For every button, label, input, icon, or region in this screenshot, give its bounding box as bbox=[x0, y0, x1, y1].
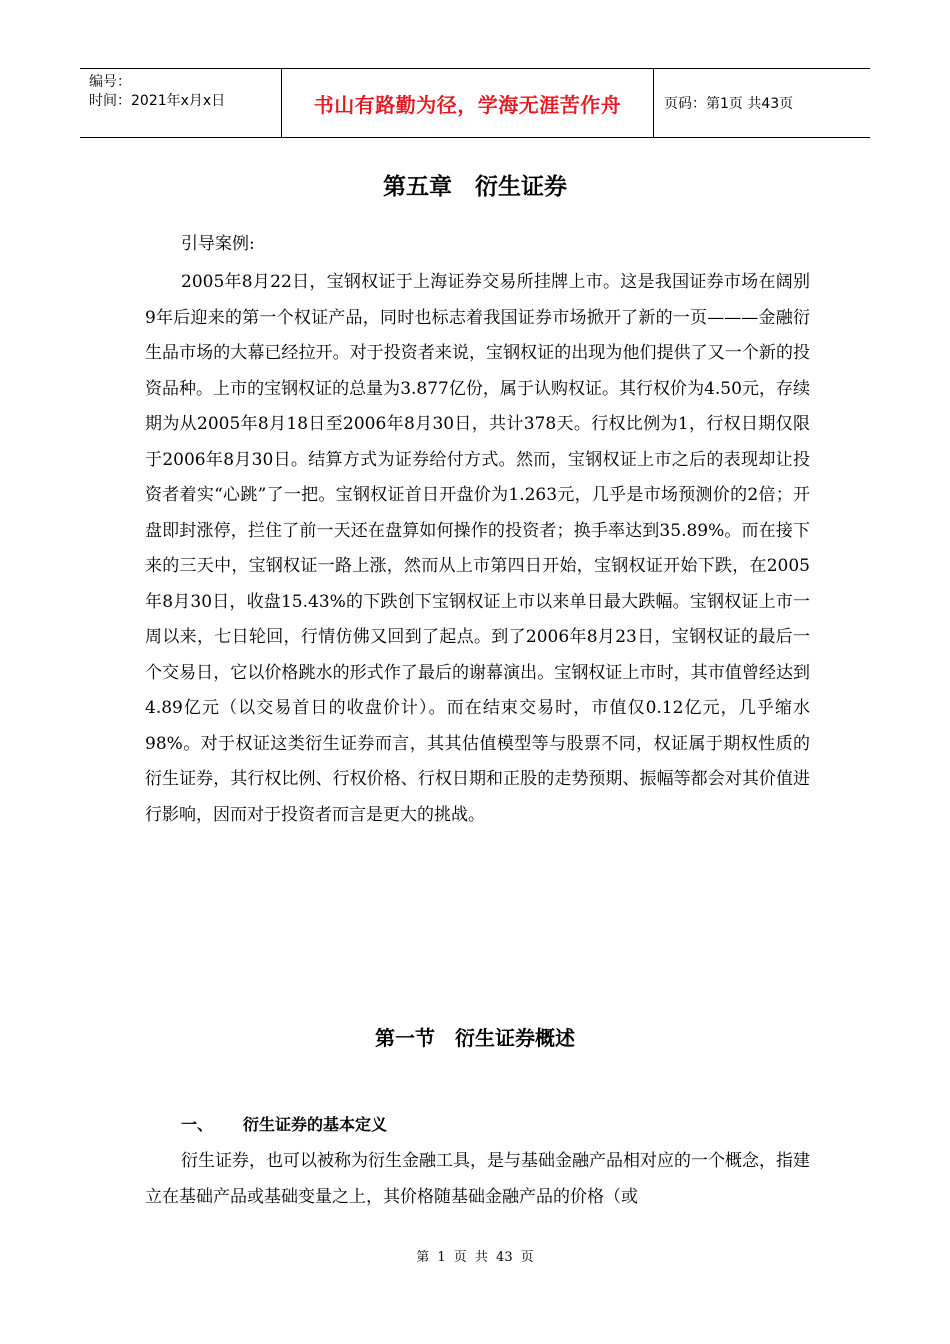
document-time-label: 时间：2021年x月x日 bbox=[89, 93, 226, 109]
document-number-label: 编号： bbox=[89, 74, 131, 90]
header-meta-cell bbox=[80, 69, 282, 137]
subsection-title: 衍生证券的基本定义 bbox=[243, 1115, 388, 1134]
intro-case-label: 引导案例: bbox=[181, 234, 255, 254]
subsection-number: 一、 bbox=[181, 1115, 214, 1134]
page-header-table bbox=[80, 68, 870, 138]
section-title: 第一节 衍生证券概述 bbox=[375, 1026, 575, 1050]
chapter-title: 第五章 衍生证券 bbox=[383, 174, 567, 200]
subsection-heading bbox=[181, 1112, 387, 1135]
definition-paragraph: 衍生证券，也可以被称为衍生金融工具，是与基础金融产品相对应的一个概念，指建立在基础产品或基础变量之上，其价格随基础金融产品的价格（或 bbox=[145, 1151, 810, 1207]
header-motto: 书山有路勤为径，学海无涯苦作舟 bbox=[282, 69, 654, 137]
page-footer: 第 1 页 共 43 页 bbox=[416, 1250, 534, 1265]
header-page-code: 页码：第1页 共43页 bbox=[664, 96, 794, 112]
case-paragraph: 2005年8月22日，宝钢权证于上海证券交易所挂牌上市。这是我国证券市场在阔别9年后迎来的第一个权证产品，同时也标志着我国证券市场掀开了新的一页———金融衍生品市场的大幕已经拉开。对于投资者来说，宝钢权证的出现为他们提供了又一个新的投资品种。上市的宝钢权证的总量为3.877亿份，属于认购权证。其行权价为4.50元，存续期为从2005年8月18日至2006年8月30日，共计378天。行权比例为1，行权日期仅限于2006年8月30日。结算方式为证券给付方式。然而，宝钢权证上市之后的表现却让投资者着实“心跳”了一把。宝钢权证首日开盘价为1.263元，几乎是市场预测价的2倍；开盘即封涨停，拦住了前一天还在盘算如何操作的投资者；换手率达到35.89%。而在接下来的三天中，宝钢权证一路上涨，然而从上市第四日开始，宝钢权证开始下跌，在2005年8月30日，收盘15.43%的下跌创下宝钢权证上市以来单日最大跌幅。宝钢权证上市一周以来，七日轮回，行情仿佛又回到了起点。到了2006年8月23日，宝钢权证的最后一个交易日，它以价格跳水的形式作了最后的谢幕演出。宝钢权证上市时，其市值曾经达到4.89亿元（以交易首日的收盘价计）。而在结束交易时，市值仅0.12亿元，几乎缩水98%。对于权证这类衍生证券而言，其其估值模型等与股票不同，权证属于期权性质的衍生证券，其行权比例、行权价格、行权日期和正股的走势预期、振幅等都会对其价值进行影响，因而对于投资者而言是更大的挑战。 bbox=[145, 272, 810, 825]
